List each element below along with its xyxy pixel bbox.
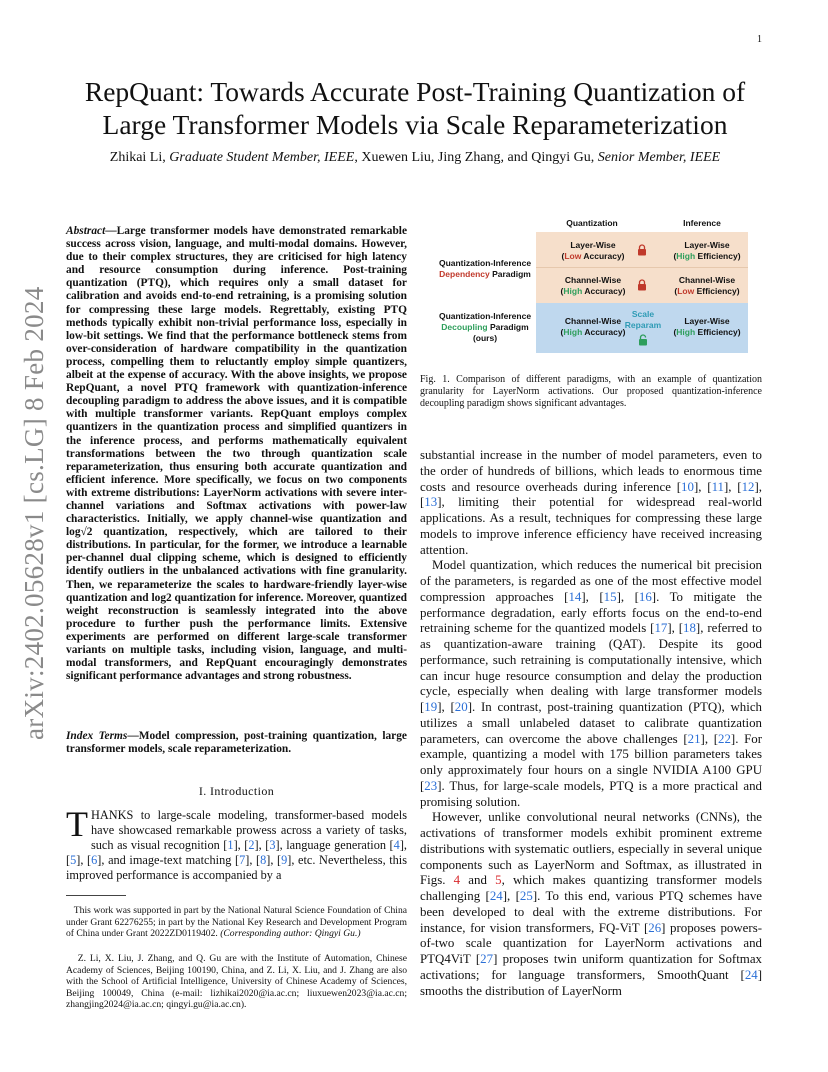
intro-text: HANKS to large-scale modeling, transformer-based models have showcased remarkable prowess across a variety of tasks, such as visual recognition [ (91, 808, 407, 852)
citation-link[interactable]: 15 (603, 589, 617, 604)
abstract-label: Abstract (66, 225, 106, 237)
paradigm-word: Paradigm (489, 269, 531, 279)
row-label-line: Quantization-Inference (438, 258, 532, 268)
index-terms-text: —Model compression, post-training quantization, large transformer models, scale reparameterization. (66, 730, 407, 756)
intro-text: ], etc. Nevertheless, this improved performance is accompanied by a (66, 853, 408, 882)
figure-link[interactable]: 5 (495, 873, 502, 888)
citation-link[interactable]: 26 (648, 920, 662, 935)
citation-link[interactable]: 19 (424, 700, 438, 714)
dependency-word: Dependency (439, 269, 490, 279)
paragraph: Model quantization, which reduces the numerical bit precision of the parameters, is regarded as one of the most effective model compression approaches [14], [15], [16]. To mitigate the performance degradation, early efforts focus on the end-to-end retraining scheme for the quantized models [17], [18], referred to as quantization-aware training (QAT). Despite its good performance, such retraining is computationally intensive, which can incur huge resource consumption and delay the production cycle, especially when dealing with large transformer models [19], [20]. In contrast, post-training quantization (PTQ), which utilizes a small unlabeled dataset to calibrate quantization parameters, can overcome the above challenges [21], [22]. For example, quantizing a model with 175 billion parameters takes only approximately four hours on a single NVIDIA A100 GPU [23]. Thus, for large-scale models, PTQ is a more practical and promising solution. (420, 558, 763, 809)
box-title: Channel-Wise (564, 275, 622, 285)
footnote-funding (66, 905, 407, 940)
author-list (60, 150, 770, 166)
title-line-2: Large Transformer Models via Scale Reparameterization (102, 109, 728, 140)
infer-layerwise-box (664, 240, 750, 262)
figure-1 (432, 218, 762, 358)
citation-link[interactable]: 9 (281, 853, 288, 867)
quant-channelwise-box (550, 275, 636, 297)
box-title: Channel-Wise (678, 275, 736, 285)
quant-layerwise-box (550, 240, 636, 262)
drop-cap: T (66, 804, 88, 844)
figure-caption: Fig. 1. Comparison of different paradigms, with an example of quantization granularity for LayerNorm activations. Our proposed quantization-inference decoupling paradigm shows significant advantages. (420, 374, 762, 409)
footnote-affiliation (66, 953, 407, 1011)
citation-link[interactable]: 4 (393, 838, 400, 852)
author-1-role: Graduate Student Member, IEEE (169, 150, 355, 165)
section-heading: I. Introduction (198, 784, 275, 798)
citation-link[interactable]: 12 (741, 479, 755, 494)
column-header-quantization: Quantization (566, 218, 618, 228)
unlocked-icon (638, 334, 648, 346)
citation-link[interactable]: 3 (269, 838, 276, 852)
row-label-line (432, 269, 538, 280)
citation-link[interactable]: 27 (480, 952, 494, 966)
citation-link[interactable]: 24 (744, 967, 758, 982)
figure-link[interactable]: 4 (453, 873, 461, 888)
row-label-line: Quantization-Inference (438, 311, 532, 321)
citation-link[interactable]: 18 (683, 621, 696, 636)
paradigm-word: Paradigm (487, 322, 529, 332)
box-note: (High Accuracy) (560, 286, 626, 296)
column-header-inference: Inference (683, 218, 721, 228)
citation-link[interactable]: 23 (424, 778, 438, 793)
decoupling-word: Decoupling (441, 322, 488, 332)
page-number: 1 (757, 34, 762, 45)
row-label-line (432, 322, 538, 333)
scale-word: Scale (631, 309, 655, 319)
citation-link[interactable]: 17 (654, 621, 668, 636)
intro-text: ], language generation [ (275, 838, 394, 852)
citation-link[interactable]: 13 (424, 495, 438, 510)
footnote-rule (66, 895, 126, 896)
footnote-funding-text: This work was supported in part by the National Natural Science Foundation of China under Grant 62276255; in part by the National Key Research and Development Program of China under Grant 2022ZD0119402. (66, 905, 407, 940)
intro-text: ], and image-text matching [ (97, 853, 240, 867)
paragraph: However, unlike convolutional neural networks (CNNs), the activations of transformer models exhibit prominent extreme distributions with systematic outliers, especially in several unique components such as LayerNorm and Softmax, as illustrated in Figs. 4 and 5, which makes quantizing transformer models challenging [24], [25]. To this end, various PTQ schemes have been developed to deal with the extreme distributions. For instance, for vision transformers, FQ-ViT [26] proposes powers-of-two scale quantization for LayerNorm activations and PTQ4ViT [27] proposes twin uniform quantization for Softmax activations; for language transformers, SmoothQuant [24] smooths the distribution of LayerNorm (420, 810, 763, 998)
locked-icon (637, 279, 647, 291)
citation-link[interactable]: 5 (70, 853, 77, 867)
decoupled-infer-box (664, 316, 750, 338)
abstract (66, 225, 407, 683)
citation-link[interactable]: 24 (489, 889, 503, 903)
title-line-1: RepQuant: Towards Accurate Post-Training Quantization of (84, 76, 746, 107)
box-title: Channel-Wise (564, 316, 622, 326)
citation-link[interactable]: 7 (239, 853, 246, 867)
infer-channelwise-box (664, 275, 750, 297)
locked-icon (637, 244, 647, 256)
citation-link[interactable]: 22 (718, 731, 731, 746)
citation-link[interactable]: 10 (681, 479, 694, 494)
citation-link[interactable]: 1 (227, 838, 234, 852)
citation-link[interactable]: 20 (454, 700, 468, 714)
box-note: (Low Accuracy) (561, 251, 625, 261)
reparam-word: Reparam (624, 320, 662, 330)
author-1: Zhikai Li, (109, 150, 170, 165)
decoupling-paradigm-label (432, 311, 538, 344)
abstract-text: —Large transformer models have demonstrated remarkable success across vision, language, and multi-modal domains. However, due to their complex structures, they are criticised for high latency and resource consumption during inference. Post-training quantization (PTQ), which requires only a small dataset for calibration and avoids end-to-end retraining, is a promising solution for compressing these large models. Regrettably, existing PTQ methods typically exhibit non-trivial performance loss, especially in low-bit settings. We find that the performance bottleneck stems from over-consideration of hardware compatibility in the quantization process, compelling them to reluctantly employ simple quantizers, albeit at the expense of accuracy. With the above insights, we propose RepQuant, a novel PTQ framework with quantization-inference decoupling paradigm to address the above issues, and it is compatible with multiple transformer variants. RepQuant employs complex quantizers in the quantization process and simplified quantizers in the inference process, and performs mathematically equivalent transformations between the two through quantization scale reparameterization, thus ensuring both accurate quantization and efficient inference. More specifically, we focus on two components with extreme distributions: LayerNorm activations with severe inter-channel variations and Softmax activations with power-law characteristics. Initially, we apply channel-wise quantization and log√2 quantization, respectively, which are tailored to their distributions. In particular, for the former, we introduce a learnable per-channel dual clipping scheme, which is designed to efficiently identify outliers in the unbalanced activations with fine granularity. Then, we reparameterize the scales to hardware-friendly layer-wise quantization and log2 quantization for inference. Moreover, quantized weight reconstruction is seamlessly integrated into the above procedure to further push the performance limits. Extensive experiments are performed on different large-scale transformer variants on multiple tasks, including vision, language, and multi-modal transformers, and RepQuant encouragingly demonstrates significant performance advantages and strong robustness. (66, 225, 407, 683)
box-note: (High Efficiency) (673, 251, 741, 261)
box-title: Layer-Wise (684, 316, 730, 326)
paper-title (60, 75, 770, 141)
dependency-paradigm-label (432, 258, 538, 280)
citation-link[interactable]: 16 (638, 589, 652, 604)
citation-link[interactable]: 25 (519, 889, 533, 903)
citation-link[interactable]: 21 (687, 731, 701, 746)
box-note: (High Efficiency) (673, 327, 741, 337)
citation-link[interactable]: 14 (568, 589, 582, 604)
citation-link[interactable]: 2 (248, 838, 255, 852)
author-last-role: Senior Member, IEEE (597, 150, 721, 165)
citation-link[interactable]: 6 (91, 853, 98, 867)
scale-reparam-label (618, 309, 668, 331)
box-title: Layer-Wise (684, 240, 730, 250)
intro-paragraph: THANKS to large-scale modeling, transformer-based models have showcased remarkable prowess across a variety of tasks, such as visual recognition [1], [2], [3], language generation [4], [5], [6], and image-text matching [7], [8], [9], etc. Nevertheless, this improved performance is accompanied by a (66, 804, 408, 882)
index-terms-label: Index Terms (66, 730, 128, 742)
box-note: (High Accuracy) (560, 327, 626, 337)
citation-link[interactable]: 11 (711, 479, 724, 494)
arxiv-stamp: arXiv:2402.05628v1 [cs.LG] 8 Feb 2024 (19, 286, 49, 740)
paragraph: substantial increase in the number of model parameters, even to the order of hundreds of billions, which leads to enormous time costs and resource overheads during inference [10], [11], [12], [13], limiting their potential for widespread real-world applications. As a result, techniques for compressing these large models to improve inference efficiency have received increasing attention. (420, 448, 763, 557)
citation-link[interactable]: 8 (260, 853, 267, 867)
box-note: (Low Efficiency) (674, 286, 740, 296)
box-title: Layer-Wise (570, 240, 616, 250)
corresponding-author: (Corresponding author: Qingyi Gu.) (220, 928, 361, 940)
author-others: , Xuewen Liu, Jing Zhang, and Qingyi Gu, (354, 150, 598, 165)
ours-label: (ours) (472, 333, 498, 343)
right-column-text (420, 448, 762, 999)
footnote-affiliation-text: Z. Li, X. Liu, J. Zhang, and Q. Gu are with the Institute of Automation, Chinese Academy of Sciences, Beijing 100190, China, and Z. Li, X. Liu, and J. Zhang are also with the School of Artificial Intelligence, University of Chinese Academy of Sciences, Beijing 100049, China (e-mail: lizhikai2020@ia.ac.cn; liuxuewen2023@ia.ac.cn; zhangjing2024@ia.ac.cn; qingyi.gu@ia.ac.cn). (66, 953, 407, 1011)
index-terms (66, 730, 407, 756)
